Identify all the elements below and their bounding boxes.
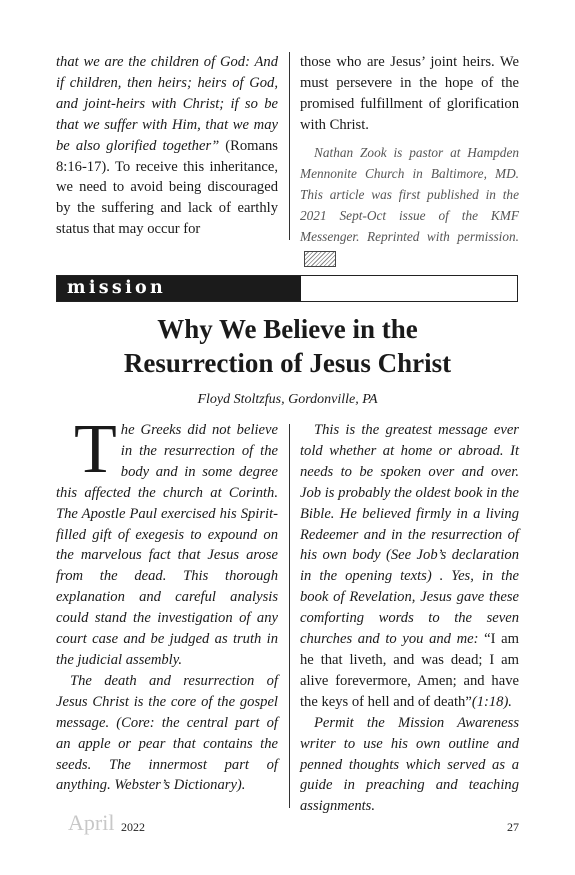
revelation-quote: “I am he that liveth, and was dead; I am alive forevermore, Amen; and have the keys of hell and of death” [300,631,519,710]
footer-month: April [68,810,115,835]
author-bio-text: Nathan Zook is pastor at Hampden Mennonite Church in Baltimore, MD. This article was first published in the 2021 Sept-Oct issue of the KMF Messenger. Reprinted with permission. [300,144,519,244]
page-number: 27 [507,820,519,834]
previous-article-right-column [300,52,519,268]
article-title-line-1: Why We Believe in the [157,314,418,344]
article-right-column [300,420,519,817]
footer-year: 2022 [121,820,145,834]
article-title [56,312,519,380]
author-bio [300,142,519,268]
end-mark-icon [304,251,336,267]
section-banner-label: mission awareness [57,276,301,301]
scripture-reference-text: (Romans 8:16-17). To receive this inheritance, we need to avoid being discouraged by the suffering and lack of earthly status that may occur for [56,137,278,238]
article-left-column [56,411,278,796]
article-title-line-2: Resurrection of Jesus Christ [123,348,452,378]
previous-article-ending: those who are Jesus’ joint heirs. We must persevere in the hope of the promised fulfillment of glorification with Christ. [300,54,519,133]
column-divider-top [289,52,290,240]
section-banner [56,275,518,323]
article-byline: Floyd Stoltzfus, Gordonville, PA [197,392,378,407]
article-paragraph-4: Permit the Mission Awareness writer to use his own outline and penned thoughts which served as a guide in preaching and teaching assignments. [300,714,519,815]
article-paragraph-1: he Greeks did not believe in the resurrection of the body and in some degree this affected the church at Corinth. The Apostle Paul exercised his Spirit-filled gift of exegesis to expound on the marvelous fact that Jesus arose from the dead. This thorough explanation and careful analysis could stand the investigation of any court case and be judged as truth in the judicial assembly. [56,422,278,668]
article-paragraph-2: The death and resurrection of Jesus Christ is the core of the gospel message. (Core: the central part of an apple or pear that contains the seeds. The innermost part of anything. Webster’s Dictionary). [56,672,278,794]
article-paragraph-3: This is the greatest message ever told whether at home or abroad. It needs to be spoken over and over. Job is probably the oldest book in the Bible. He believed firmly in a living Redeemer and in the resurrection of his own body (See Job’s declaration in the opening texts) . Yes, in the book of Revelation, Jesus gave these comforting words to the seven churches and to you and me: [300,422,519,648]
previous-article-left-column [56,52,278,240]
drop-cap: T [74,411,117,488]
column-divider-bottom [289,424,290,808]
scripture-quote: that we are the children of God: And if children, then heirs; heirs of God, and joint-heirs with Christ; if so be that we suffer with Him, that we may be also glorified together” [56,54,278,154]
revelation-reference: (1:18). [471,693,512,710]
